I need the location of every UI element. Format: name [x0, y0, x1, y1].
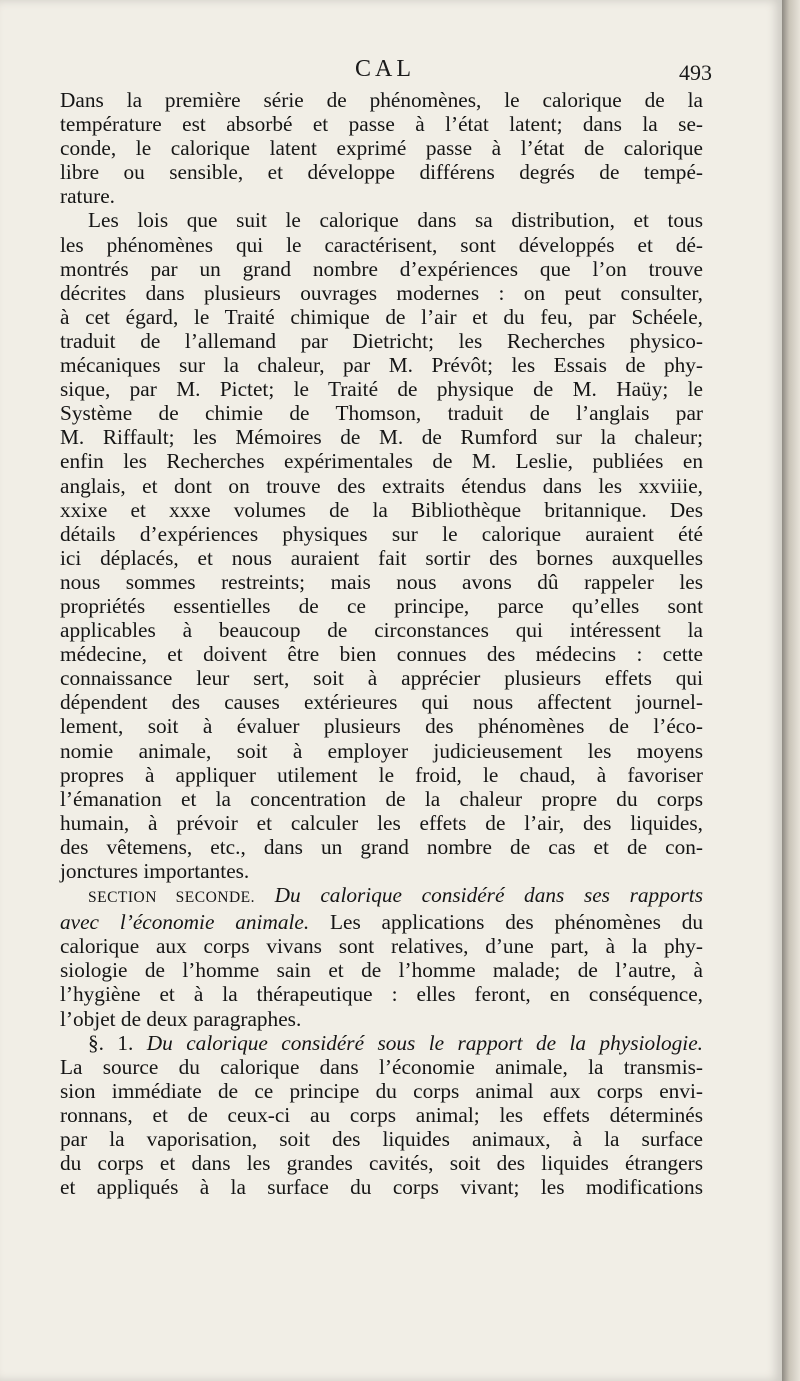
- text-line: mécaniques sur la chaleur, par M. Prévôt; les Essais de phy-: [60, 353, 703, 378]
- text-line: l’hygiène et à la thérapeutique : elles feront, en conséquence,: [60, 982, 703, 1007]
- text-line: l’objet de deux paragraphes.: [60, 1006, 302, 1031]
- text-line: La source du calorique dans l’économie animale, la transmis-: [60, 1054, 703, 1079]
- text-line: Dans la première série de phénomènes, le calorique de la: [60, 88, 703, 112]
- text-line: ronnans, et de ceux-ci au corps animal; les effets déterminés: [60, 1102, 703, 1127]
- text-line: connaissance leur sert, soit à apprécier plusieurs effets qui: [60, 666, 703, 691]
- text-line: nous sommes restreints; mais nous avons dû rappeler les: [60, 569, 703, 594]
- paragraph-label: §. 1.: [88, 1030, 134, 1055]
- text-line: médecine, et doivent être bien connues des médecins : cette: [60, 642, 703, 667]
- paragraph-1: [60, 88, 703, 208]
- text-line: applicables à beaucoup de circonstances qui intéressent la: [60, 618, 703, 643]
- text-line: dépendent des causes extérieures qui nous affectent journel-: [60, 690, 703, 715]
- text-line: ici déplacés, et nous auraient fait sortir des bornes auxquelles: [60, 545, 703, 570]
- section-title-part-2: avec l’économie animale.: [60, 910, 310, 935]
- text-line: propriétés essentielles de ce principe, parce qu’elles sont: [60, 593, 703, 618]
- text-line: par la vaporisation, soit des liquides animaux, à la surface: [60, 1127, 703, 1152]
- text-line: jonctures importantes.: [60, 859, 250, 883]
- text-line: M. Riffault; les Mémoires de M. de Rumford sur la chaleur;: [60, 425, 703, 450]
- text-line: et appliqués à la surface du corps vivant; les modifications: [60, 1175, 703, 1200]
- text-line: humain, à prévoir et calculer les effets de l’air, des liquides,: [60, 810, 703, 835]
- text-line: traduit de l’allemand par Dietricht; les Recherches physico-: [60, 328, 703, 353]
- page-number: 493: [679, 60, 712, 85]
- text-line: sique, par M. Pictet; le Traité de physique de M. Haüy; le: [60, 377, 703, 402]
- page-edge: [782, 0, 800, 1381]
- text-line: xxixe et xxxe volumes de la Bibliothèque britannique. Des: [60, 497, 703, 522]
- text-line: propres à appliquer utilement le froid, le chaud, à favoriser: [60, 762, 703, 787]
- text-line: température est absorbé et passe à l’état latent; dans la se-: [60, 112, 703, 137]
- paragraph-heading: [60, 1031, 703, 1055]
- paragraph-2: [60, 208, 703, 883]
- text-line: calorique aux corps vivans sont relatives, d’une part, à la phy-: [60, 934, 703, 959]
- section-seconde: [60, 883, 703, 1031]
- text-line: des vêtemens, etc., dans un grand nombre de cas et de con-: [60, 834, 703, 859]
- text-line: enfin les Recherches expérimentales de M. Leslie, publiées en: [60, 449, 703, 474]
- text-line: du corps et dans les grandes cavités, soit des liquides étrangers: [60, 1151, 703, 1176]
- running-head: CAL: [355, 56, 415, 82]
- section-heading-line-2: [60, 910, 703, 934]
- paragraph-section-1: [60, 1031, 703, 1200]
- text-line: siologie de l’homme sain et de l’homme malade; de l’autre, à: [60, 958, 703, 983]
- text-line: Les lois que suit le calorique dans sa distribution, et tous: [88, 208, 703, 233]
- text-line: rature.: [60, 184, 115, 209]
- text-line: Système de chimie de Thomson, traduit de l’anglais par: [60, 401, 703, 426]
- section-text-start: Les applications des phénomènes du: [309, 910, 703, 935]
- text-line: détails d’expériences physiques sur le calorique auraient été: [60, 521, 703, 546]
- text-line: nomie animale, soit à employer judicieusement les moyens: [60, 738, 703, 763]
- text-line: montrés par un grand nombre d’expériences que l’on trouve: [60, 256, 703, 281]
- text-line: conde, le calorique latent exprimé passe à l’état de calorique: [60, 136, 703, 161]
- text-line: les phénomènes qui le caractérisent, sont développés et dé-: [60, 232, 703, 257]
- paragraph-title: Du calorique considéré sous le rapport de la physiologie.: [146, 1030, 704, 1055]
- text-line: à cet égard, le Traité chimique de l’air et du feu, par Schéele,: [60, 304, 703, 329]
- page-header: [60, 56, 710, 92]
- body-text: [60, 88, 703, 1199]
- text-line: anglais, et dont on trouve des extraits étendus dans les xxviiie,: [60, 473, 703, 498]
- text-line: lement, soit à évaluer plusieurs des phénomènes de l’éco-: [60, 714, 703, 739]
- section-heading-line-1: [60, 883, 703, 910]
- section-label: SECTION SECONDE.: [88, 889, 255, 907]
- text-line: libre ou sensible, et développe différens degrés de tempé-: [60, 160, 703, 185]
- text-line: l’émanation et la concentration de la chaleur propre du corps: [60, 786, 703, 811]
- section-title-part-1: Du calorique considéré dans ses rapports: [274, 883, 703, 908]
- text-line: sion immédiate de ce principe du corps animal aux corps envi-: [60, 1078, 703, 1103]
- text-line: décrites dans plusieurs ouvrages modernes : on peut consulter,: [60, 280, 703, 305]
